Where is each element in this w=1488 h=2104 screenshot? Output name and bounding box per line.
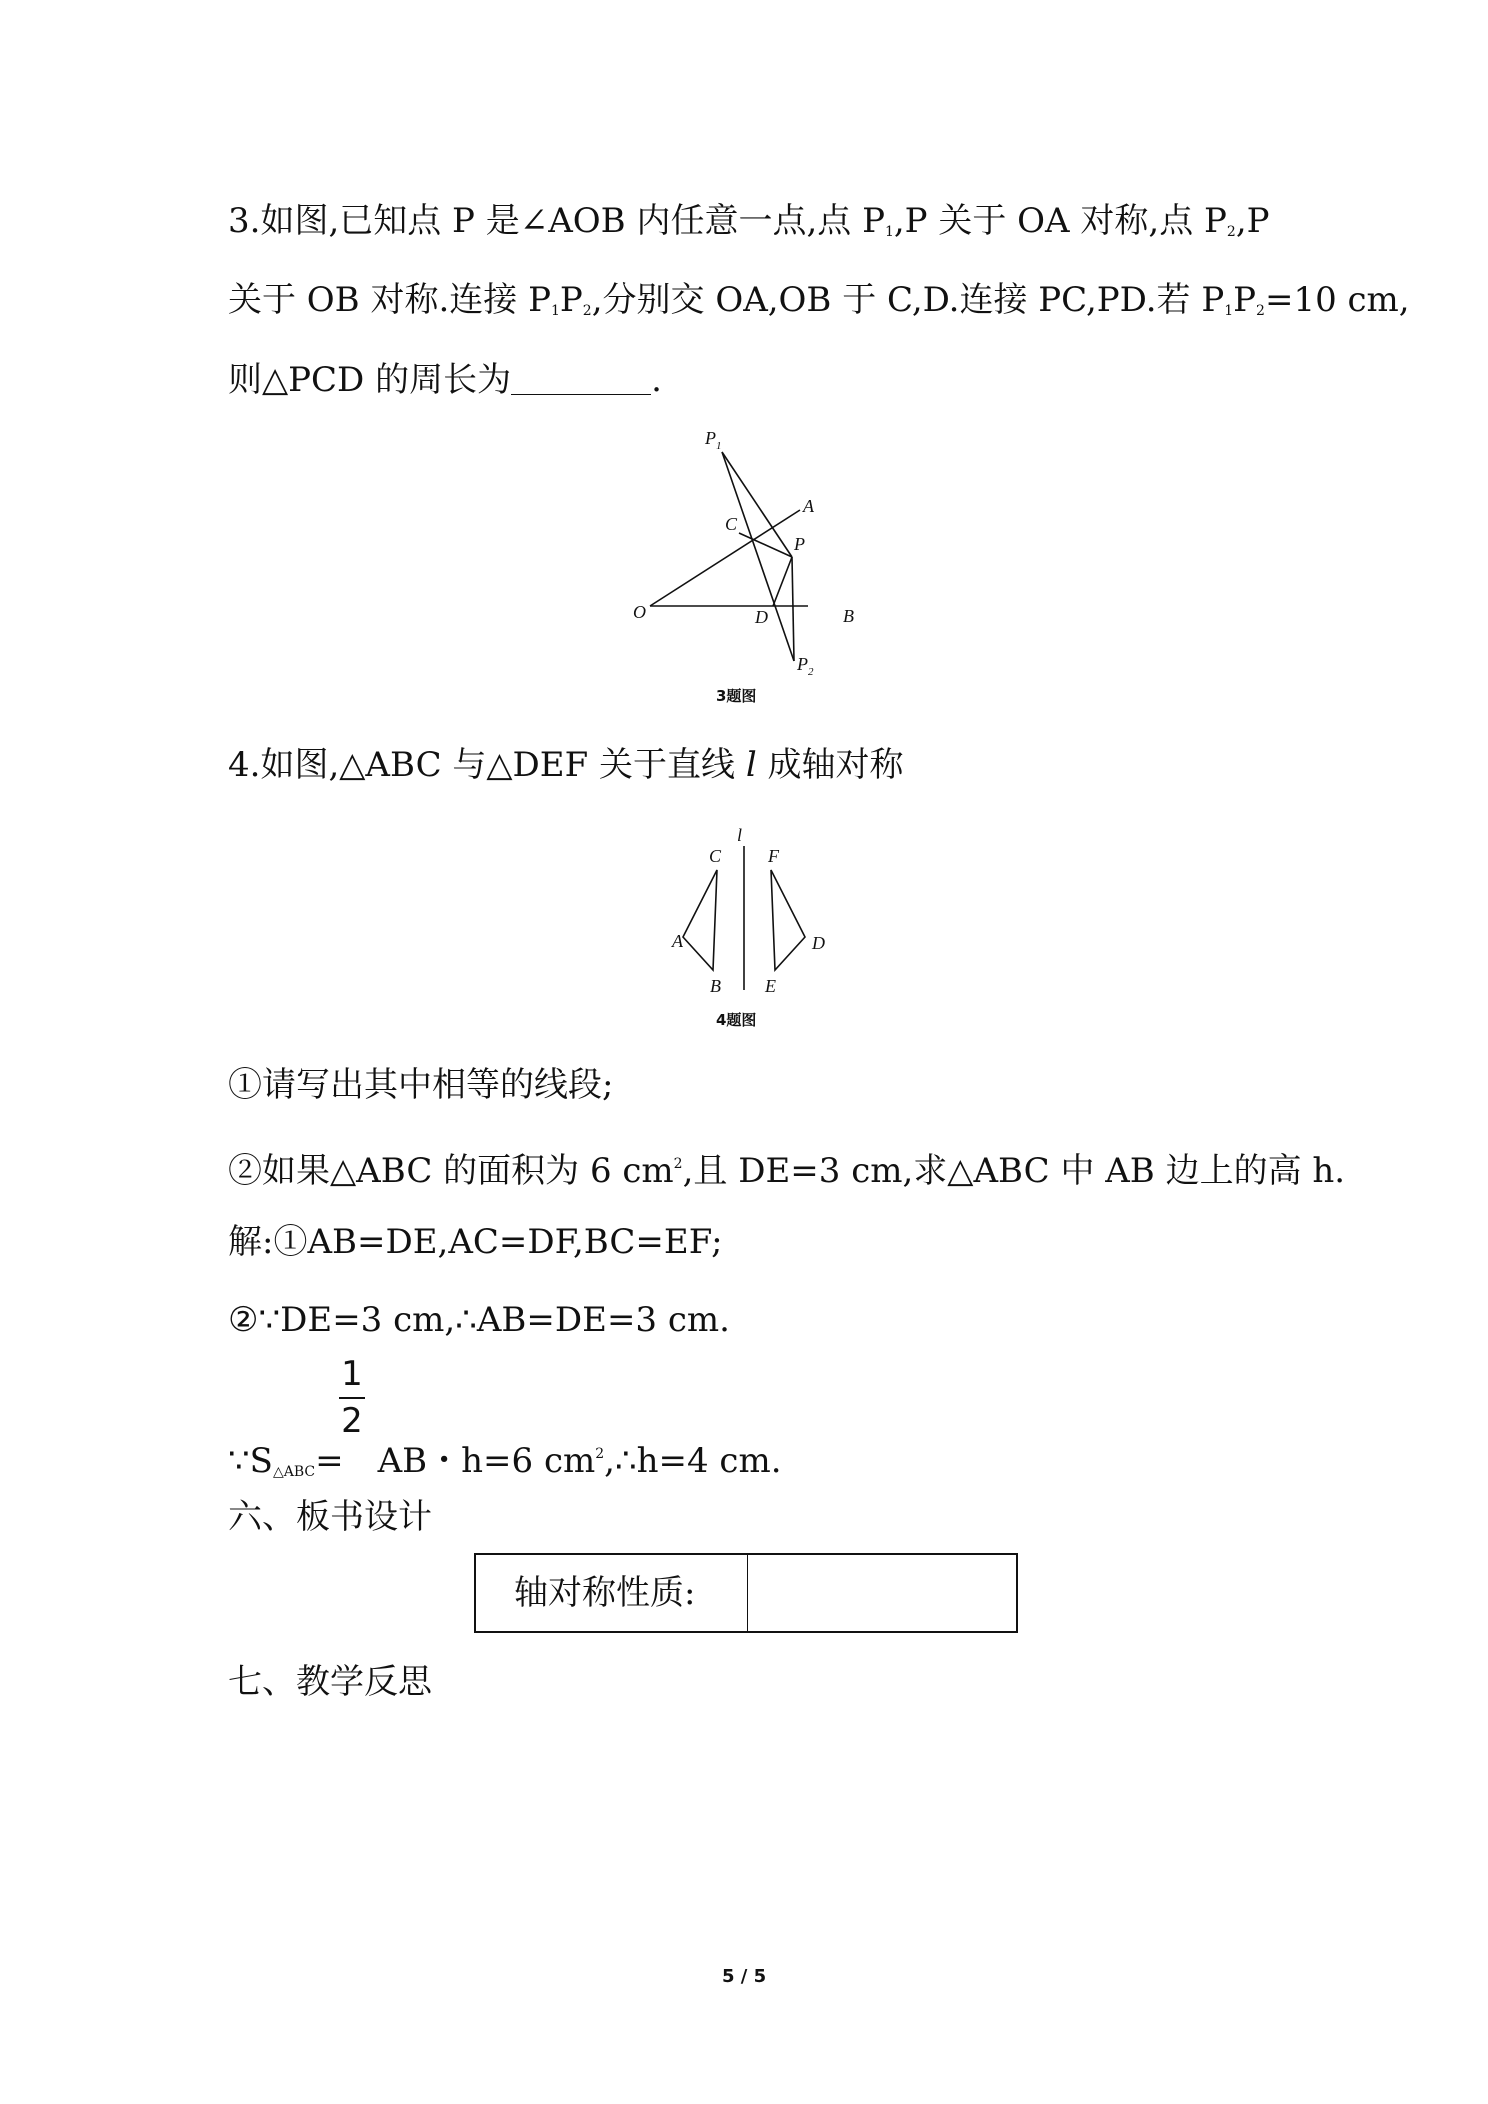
triangle-abc	[683, 870, 717, 970]
answer-blank	[511, 366, 651, 395]
q3-line-3: 则△PCD 的周长为 .	[228, 360, 662, 400]
fraction-one-half: 1 2	[337, 1353, 367, 1441]
label-a: A	[672, 931, 683, 951]
label-b: B	[843, 606, 854, 626]
label-d: D	[755, 607, 768, 627]
q3-line-2: 关于 OB 对称.连接 $P_1P_2$,分别交 OA,OB 于 C,D.连接 PC,PD.若 $P_1P_2=10$ cm,	[228, 280, 1410, 320]
page-number: 5 / 5	[722, 1966, 767, 1987]
section-6-heading: 六、板书设计	[228, 1497, 432, 1537]
q4-solution-1: 解:①AB=DE,AC=DF,BC=EF;	[228, 1222, 723, 1262]
board-design-table	[474, 1553, 1018, 1633]
q4-figure-caption: 4题图	[716, 1011, 757, 1029]
q3-figure-caption: 3题图	[716, 687, 757, 705]
q3-line-1: 3.如图,已知点 P 是∠AOB 内任意一点,点 $P_1,P$ 关于 OA 对称,点 $P_2,P$	[228, 201, 1270, 241]
label-p: P	[794, 534, 805, 554]
label-p2: $P_2$	[797, 654, 814, 678]
label-l: l	[737, 825, 743, 845]
label-a: A	[803, 496, 814, 516]
label-d: D	[812, 933, 825, 953]
label-o: O	[633, 602, 646, 622]
q4-sub-question-1: ①请写出其中相等的线段;	[228, 1065, 614, 1105]
board-label-cell: 轴对称性质:	[476, 1555, 748, 1631]
segment-p1p2	[722, 452, 794, 661]
q3-figure	[620, 425, 880, 685]
label-p1: $P_1$	[705, 428, 722, 452]
q4-solution-2: ②∵DE=3 cm,∴AB=DE=3 cm.	[228, 1300, 730, 1340]
segment-pp2	[792, 557, 794, 661]
section-7-heading: 七、教学反思	[228, 1662, 432, 1702]
q4-solution-3: $\because S_{\triangle ABC}=$ AB・h=6 $cm^2,\therefore h=4$ cm.	[228, 1441, 782, 1481]
label-e: E	[765, 976, 776, 996]
label-b: B	[710, 976, 721, 996]
q4-sub-question-2: ②如果△ABC 的面积为 6 $cm^2$,且 DE=3 cm,求△ABC 中 AB 边上的高 h.	[228, 1151, 1346, 1191]
q4-figure	[620, 810, 880, 1010]
label-f: F	[768, 846, 779, 866]
q4-title: 4.如图,△ABC 与△DEF 关于直线 l 成轴对称	[228, 745, 904, 785]
label-c: C	[709, 846, 722, 866]
segment-pd	[773, 557, 792, 606]
label-c: C	[725, 514, 738, 534]
triangle-def	[771, 870, 805, 970]
